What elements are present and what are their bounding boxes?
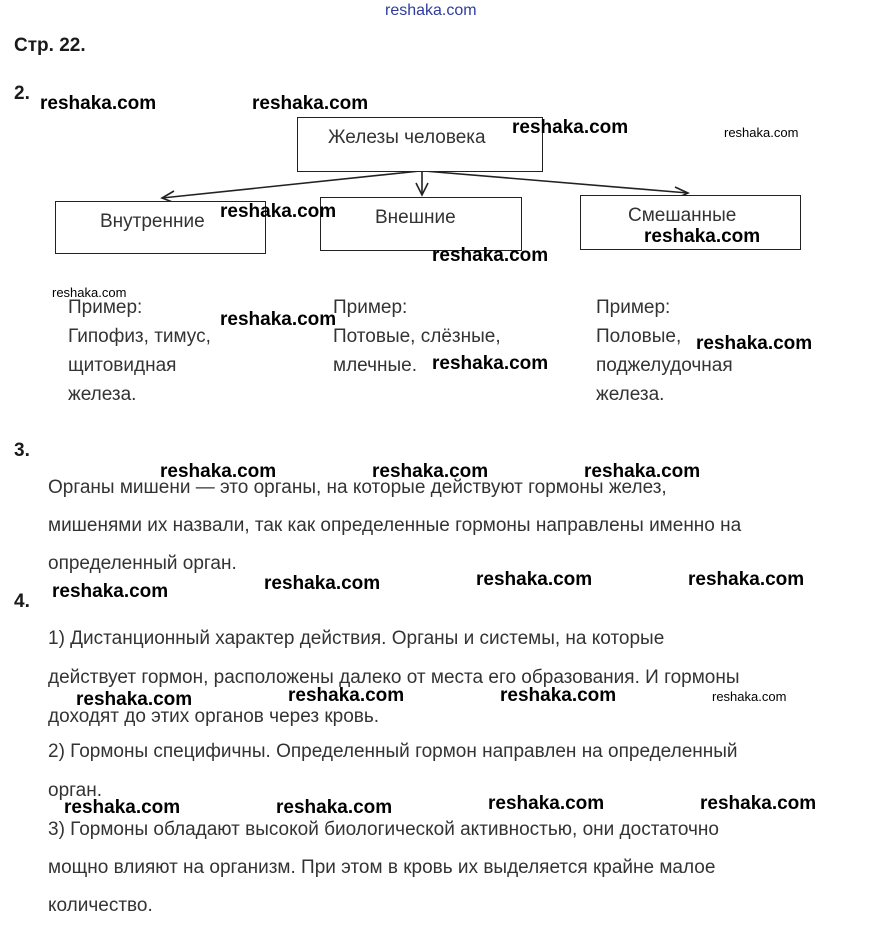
watermark: reshaka.com <box>476 569 593 590</box>
watermark: reshaka.com <box>688 569 805 590</box>
watermark: reshaka.com <box>724 125 799 140</box>
watermark: reshaka.com <box>220 201 337 222</box>
example-line: Гипофиз, тимус, <box>68 326 211 347</box>
answer-4-line: 1) Дистанционный характер действия. Органы и системы, на которые <box>48 628 665 649</box>
watermark: reshaka.com <box>76 689 193 710</box>
answer-3-line: мишенями их назвали, так как определенные гормоны направлены именно на <box>48 515 742 536</box>
page-number: Стр. 22. <box>14 35 86 56</box>
example-line: Пример: <box>68 297 143 318</box>
example-line: Потовые, слёзные, <box>333 326 501 347</box>
watermark: reshaka.com <box>64 797 181 818</box>
answer-4-line: количество. <box>48 895 153 916</box>
answer-4-line: доходят до этих органов через кровь. <box>48 706 380 727</box>
watermark: reshaka.com <box>40 93 157 114</box>
answer-3-line: определенный орган. <box>48 553 237 574</box>
example-line: железа. <box>596 384 665 405</box>
watermark: reshaka.com <box>488 793 605 814</box>
example-line: щитовидная <box>68 355 177 376</box>
answer-4-line: мощно влияют на организм. При этом в кровь их выделяется крайне малое <box>48 857 716 878</box>
answer-4-line: 3) Гормоны обладают высокой биологической активностью, они достаточно <box>48 819 719 840</box>
watermark: reshaka.com <box>252 93 369 114</box>
example-line: млечные. <box>333 355 417 376</box>
question-4-number: 4. <box>14 591 30 612</box>
diagram-root-label: Железы человека <box>328 127 486 148</box>
example-line: железа. <box>68 384 137 405</box>
diagram-label-internal: Внутренние <box>100 211 205 232</box>
watermark: reshaka.com <box>500 685 617 706</box>
watermark: reshaka.com <box>432 245 549 266</box>
watermark: reshaka.com <box>276 797 393 818</box>
watermark: reshaka.com <box>512 117 629 138</box>
arrow-to-internal <box>162 171 420 198</box>
diagram-label-mixed: Смешанные <box>628 205 737 226</box>
question-3-number: 3. <box>14 440 30 461</box>
watermark: reshaka.com <box>700 793 817 814</box>
question-2-number: 2. <box>14 83 30 104</box>
answer-3-line: Органы мишени — это органы, на которые действуют гормоны желез, <box>48 477 667 498</box>
watermark: reshaka.com <box>644 226 761 247</box>
arrow-to-mixed <box>424 171 688 193</box>
watermark: reshaka.com <box>372 461 489 482</box>
watermark: reshaka.com <box>696 333 813 354</box>
watermark: reshaka.com <box>52 285 127 300</box>
watermark: reshaka.com <box>264 573 381 594</box>
example-line: Пример: <box>596 297 671 318</box>
answer-4-line: действует гормон, расположены далеко от места его образования. И гормоны <box>48 667 740 688</box>
example-line: поджелудочная <box>596 355 733 376</box>
example-line: Половые, <box>596 326 682 347</box>
watermark: reshaka.com <box>288 685 405 706</box>
example-internal <box>68 293 211 409</box>
watermark: reshaka.com <box>712 689 787 704</box>
watermark: reshaka.com <box>220 309 337 330</box>
watermark: reshaka.com <box>52 581 169 602</box>
diagram-root-box <box>297 117 543 172</box>
watermark: reshaka.com <box>160 461 277 482</box>
answer-4-line: орган. <box>48 780 102 801</box>
answer-4-line: 2) Гормоны специфичны. Определенный гормон направлен на определенный <box>48 741 738 762</box>
diagram-label-external: Внешние <box>375 207 456 228</box>
diagram-box-external <box>320 197 522 251</box>
watermark: reshaka.com <box>432 353 549 374</box>
example-line: Пример: <box>333 297 408 318</box>
site-header-link[interactable]: reshaka.com <box>385 2 477 19</box>
watermark: reshaka.com <box>584 461 701 482</box>
